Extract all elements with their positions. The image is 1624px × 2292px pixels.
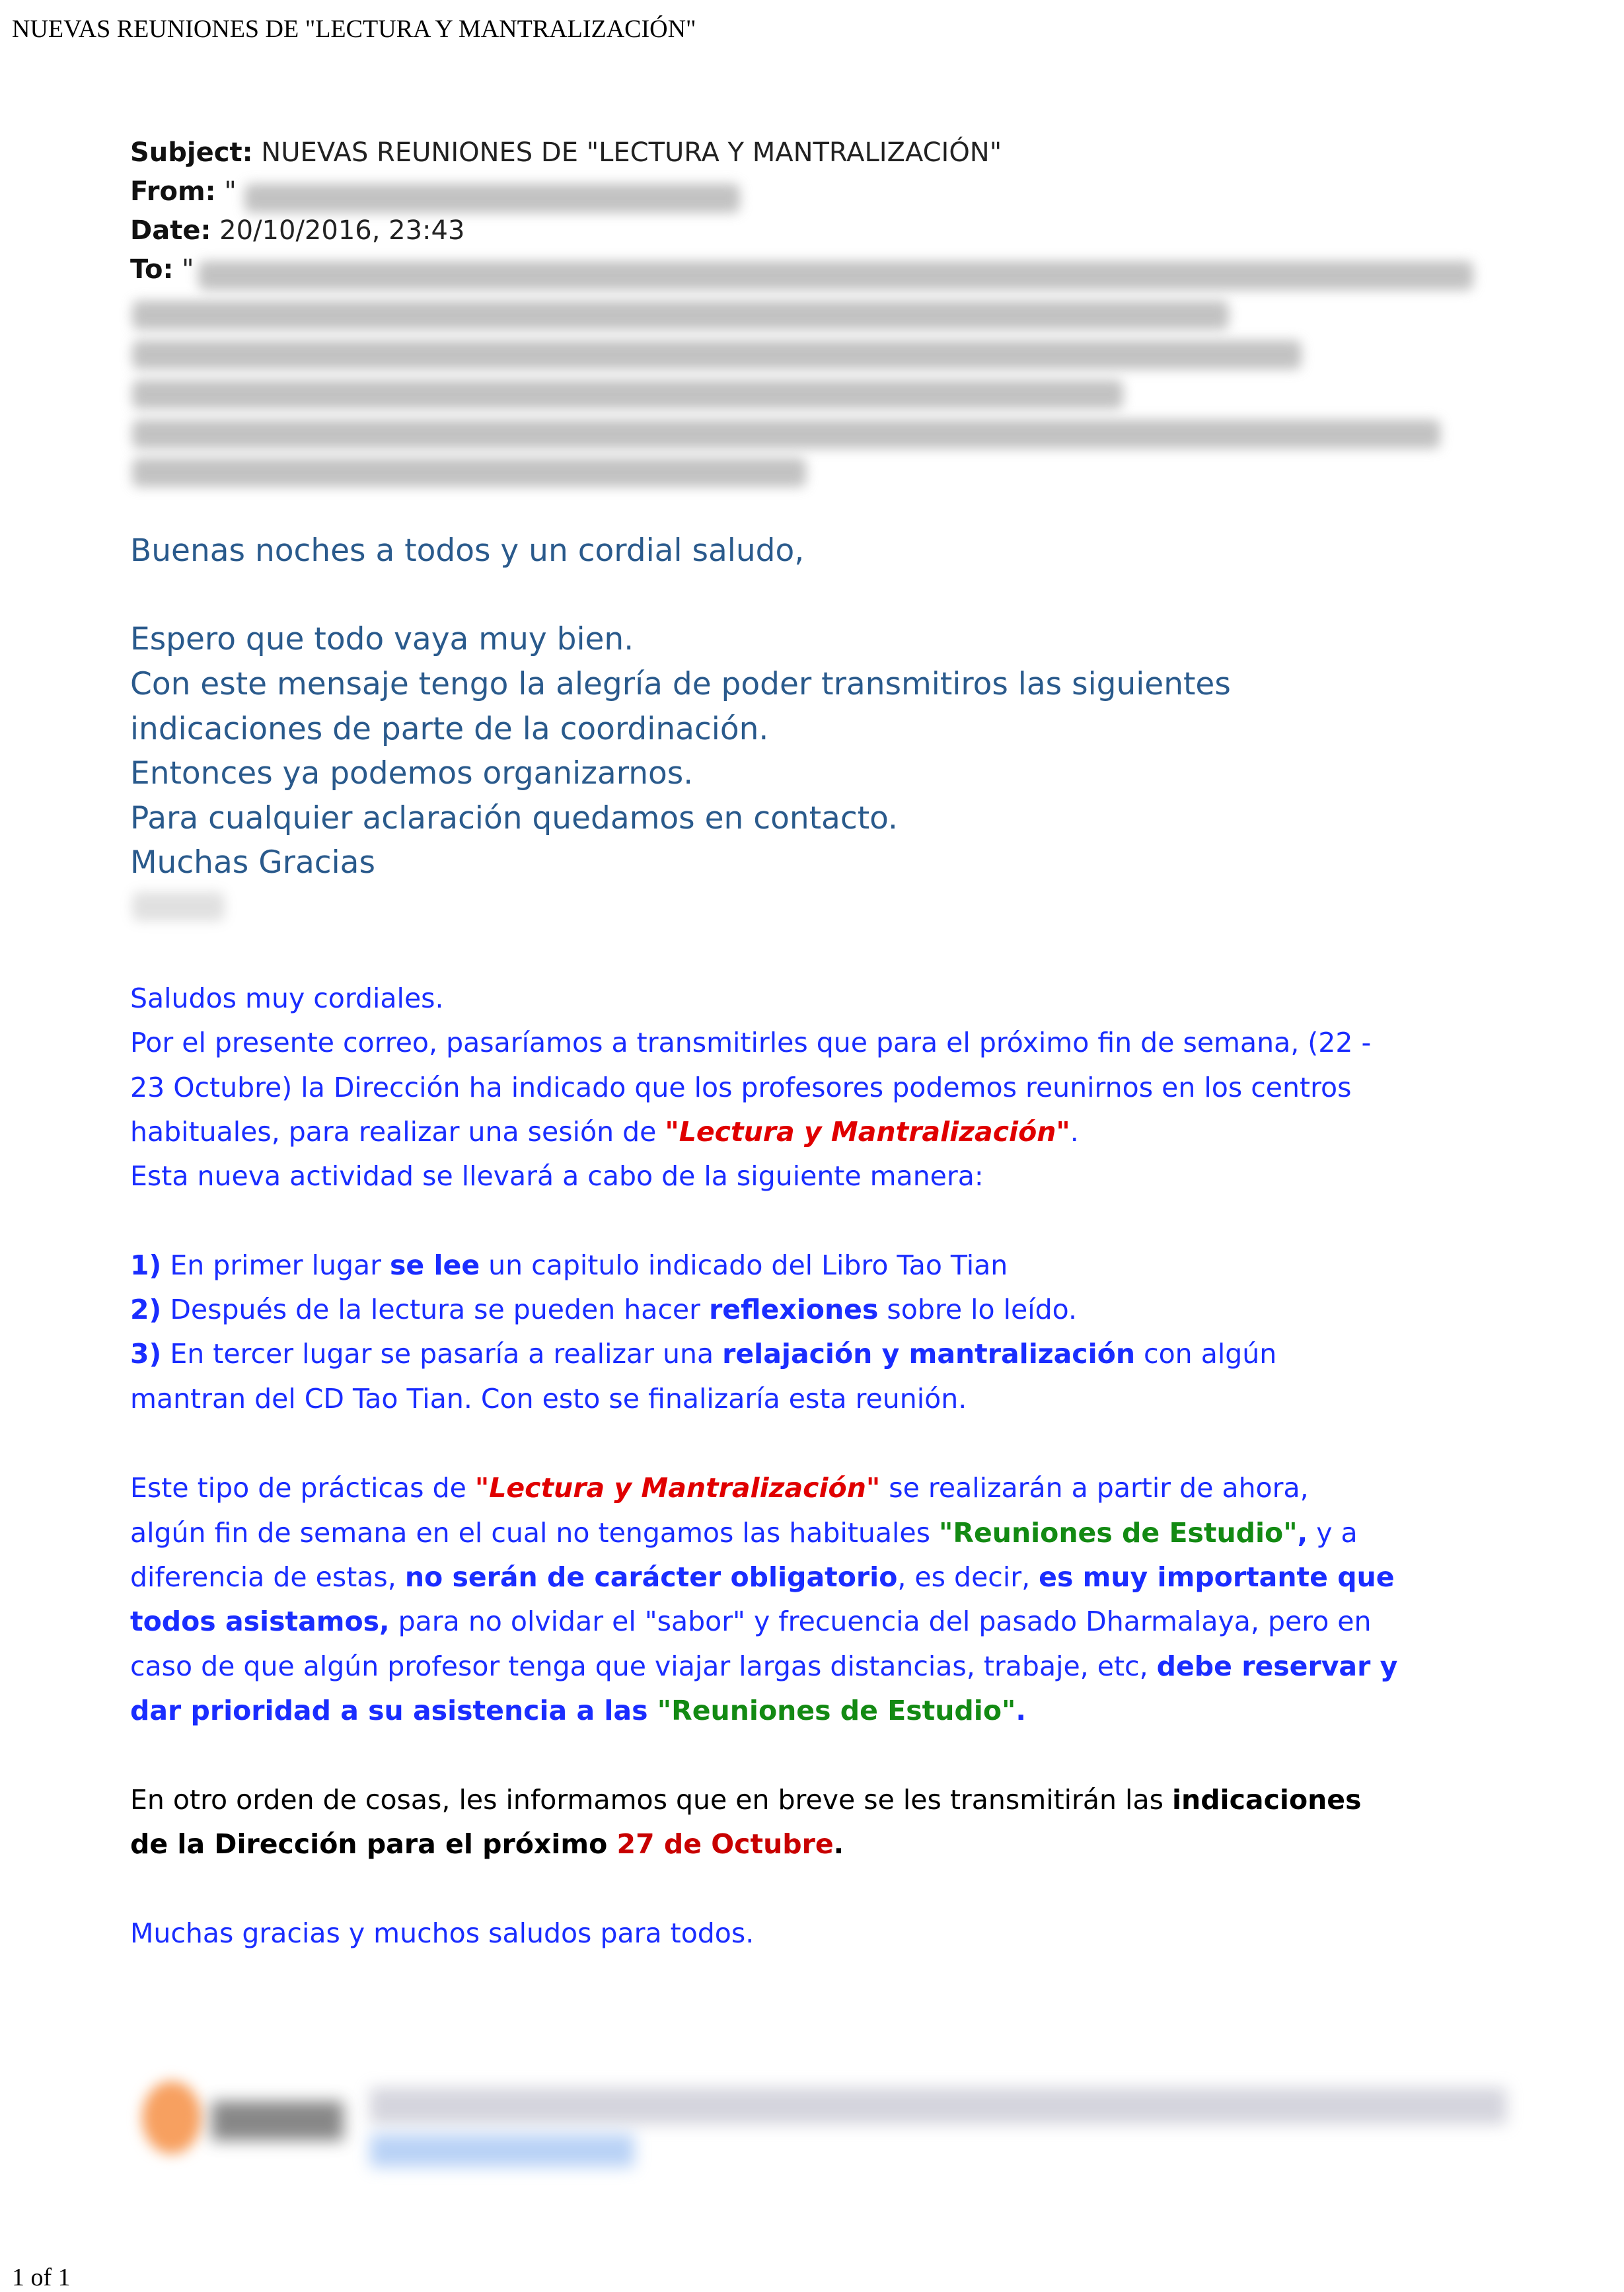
body-text: Por el presente correo, pasaríamos a transmitirles que para el próximo fin de semana, (22 - <box>130 1027 1372 1058</box>
greeting-line: indicaciones de parte de la coordinación. <box>130 711 769 747</box>
date-value: 20/10/2016, 23:43 <box>211 215 465 246</box>
redacted-footer-link[interactable] <box>370 2134 634 2167</box>
body-line <box>130 1116 1079 1148</box>
body-line <box>130 1828 844 1860</box>
emphasis-text: debe reservar y <box>1156 1650 1398 1682</box>
redacted-recipients <box>198 261 1473 290</box>
body-text: para no olvidar el "sabor" y frecuencia del pasado Dharmalaya, pero en <box>389 1606 1372 1637</box>
emphasis-text: En otro orden de cosas, les informamos que en breve se les transmitirán las <box>130 1784 1172 1816</box>
redacted-logo-text <box>211 2101 344 2141</box>
body-line <box>130 1517 1358 1549</box>
emphasis-text: reflexiones <box>709 1294 879 1325</box>
emphasis-text: no serán de carácter obligatorio <box>404 1561 898 1593</box>
subject-value: NUEVAS REUNIONES DE "LECTURA Y MANTRALIZACIÓN" <box>252 137 1002 168</box>
greeting-line: Para cualquier aclaración quedamos en contacto. <box>130 800 898 836</box>
body-text: con algún <box>1135 1338 1277 1370</box>
body-line <box>130 1650 1397 1682</box>
avast-logo-icon <box>142 2081 202 2154</box>
body-text: Este tipo de prácticas de <box>130 1472 475 1504</box>
body-line <box>130 1027 1371 1058</box>
greeting-line: Espero que todo vaya muy bien. <box>130 621 634 657</box>
body-text: y a <box>1308 1517 1358 1549</box>
emphasis-text: de la Dirección para el próximo <box>130 1828 617 1860</box>
greeting-line: Buenas noches a todos y un cordial saludo, <box>130 533 805 569</box>
redacted-recipients <box>132 340 1302 369</box>
body-text: En tercer lugar se pasaría a realizar una <box>161 1338 723 1370</box>
emphasis-text: relajación y mantralización <box>722 1338 1136 1370</box>
body-line <box>130 1784 1362 1816</box>
emphasis-text: . <box>1015 1695 1026 1726</box>
emphasis-text: dar prioridad a su asistencia a las <box>130 1695 657 1726</box>
emphasis-text: "Lectura y Mantralización" <box>665 1116 1070 1148</box>
subject-line <box>130 137 1002 168</box>
to-label: To: <box>130 254 174 285</box>
date-line <box>130 215 464 246</box>
emphasis-text: 1) <box>130 1249 162 1281</box>
body-line <box>130 1472 1309 1504</box>
body-text: diferencia de estas, <box>130 1561 405 1593</box>
body-text: se realizarán a partir de ahora, <box>880 1472 1309 1504</box>
emphasis-text: "Lectura y Mantralización" <box>474 1472 881 1504</box>
emphasis-text: todos asistamos, <box>130 1606 390 1637</box>
body-text: Saludos muy cordiales. <box>130 982 444 1014</box>
body-text: . <box>1070 1116 1079 1148</box>
body-text: sobre lo leído. <box>878 1294 1078 1325</box>
body-line <box>130 1338 1276 1370</box>
body-text: En primer lugar <box>161 1249 390 1281</box>
emphasis-text: "Reuniones de Estudio" <box>939 1517 1298 1549</box>
greeting-line: Muchas Gracias <box>130 844 375 881</box>
body-text: mantran del CD Tao Tian. Con esto se finalizaría esta reunión. <box>130 1383 967 1415</box>
redacted-recipients <box>132 380 1123 409</box>
redacted-footer-text <box>370 2088 1506 2124</box>
body-line <box>130 1294 1077 1325</box>
body-line <box>130 1249 1008 1281</box>
emphasis-text: 3) <box>130 1338 162 1370</box>
emphasis-text: 27 de Octubre <box>616 1828 834 1860</box>
emphasis-text: , <box>1297 1517 1308 1549</box>
redacted-recipients <box>132 458 806 487</box>
emphasis-text: indicaciones <box>1171 1784 1362 1816</box>
body-text: , es decir, <box>897 1561 1039 1593</box>
body-text: Esta nueva actividad se llevará a cabo de la siguiente manera: <box>130 1160 984 1192</box>
from-line <box>130 176 237 207</box>
body-line <box>130 1917 754 1949</box>
redacted-sender <box>244 184 740 213</box>
body-line <box>130 1561 1395 1593</box>
greeting-line: Entonces ya podemos organizarnos. <box>130 755 694 792</box>
body-line <box>130 1695 1026 1726</box>
emphasis-text: 2) <box>130 1294 162 1325</box>
redacted-recipients <box>132 420 1440 449</box>
greeting-line: Con este mensaje tengo la alegría de poder transmitiros las siguientes <box>130 666 1231 702</box>
emphasis-text: es muy importante que <box>1039 1561 1395 1593</box>
page-title: NUEVAS REUNIONES DE "LECTURA Y MANTRALIZACIÓN" <box>12 15 696 43</box>
to-value: " <box>173 254 194 285</box>
body-text: habituales, para realizar una sesión de <box>130 1116 665 1148</box>
from-label: From: <box>130 176 216 207</box>
body-line <box>130 1072 1351 1103</box>
date-label: Date: <box>130 215 211 246</box>
body-text: Muchas gracias y muchos saludos para todos. <box>130 1917 755 1949</box>
body-line <box>130 1606 1372 1637</box>
redacted-signature <box>132 892 225 921</box>
body-line <box>130 982 444 1014</box>
emphasis-text: se lee <box>389 1249 480 1281</box>
page-counter: 1 of 1 <box>12 2264 71 2291</box>
body-line <box>130 1383 967 1415</box>
body-line <box>130 1160 984 1192</box>
body-text: caso de que algún profesor tenga que viajar largas distancias, trabaje, etc, <box>130 1650 1157 1682</box>
body-text: Después de la lectura se pueden hacer <box>161 1294 710 1325</box>
to-line <box>130 254 194 285</box>
from-value: " <box>215 176 237 207</box>
body-text: un capitulo indicado del Libro Tao Tian <box>480 1249 1008 1281</box>
body-text: algún fin de semana en el cual no tengamos las habituales <box>130 1517 940 1549</box>
emphasis-text: "Reuniones de Estudio" <box>657 1695 1016 1726</box>
emphasis-text: . <box>833 1828 844 1860</box>
redacted-recipients <box>132 301 1229 330</box>
body-text: 23 Octubre) la Dirección ha indicado que los profesores podemos reunirnos en los centros <box>130 1072 1352 1103</box>
subject-label: Subject: <box>130 137 253 168</box>
